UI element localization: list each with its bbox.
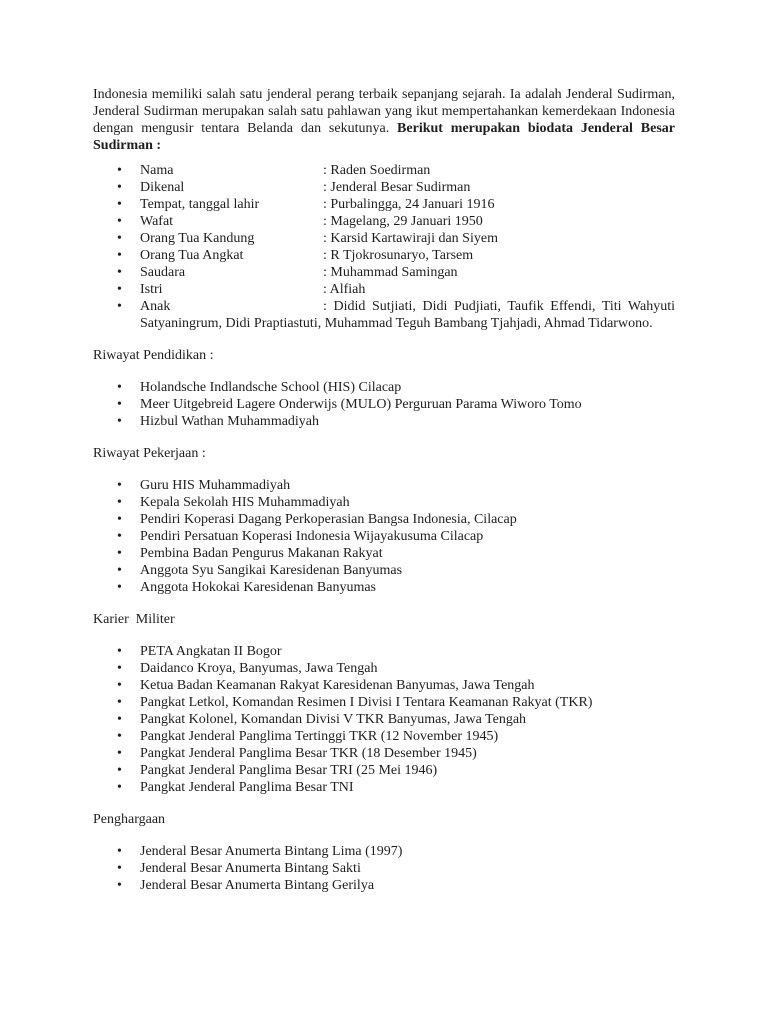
list-item: • Daidanco Kroya, Banyumas, Jawa Tengah (140, 660, 675, 677)
awards-list (93, 843, 675, 894)
list-item: • Pangkat Jenderal Panglima Tertinggi TKR (12 November 1945) (140, 728, 675, 745)
section-heading-work: Riwayat Pekerjaan : (93, 446, 206, 461)
biodata-value: : Alfiah (323, 282, 366, 297)
biodata-label: Orang Tua Kandung (140, 231, 255, 246)
list-item: • Anggota Syu Sangikai Karesidenan Banyumas (140, 562, 675, 579)
work-list (93, 477, 675, 596)
biodata-label: Nama (140, 163, 174, 178)
biodata-value: : Karsid Kartawiraji dan Siyem (323, 231, 498, 246)
biodata-value: : Jenderal Besar Sudirman (323, 180, 471, 195)
biodata-value: : Raden Soedirman (323, 163, 431, 178)
section-heading-military: Karier Militer (93, 612, 175, 627)
biodata-row (140, 179, 675, 196)
biodata-value: : R Tjokrosunaryo, Tarsem (323, 248, 474, 263)
biodata-label: Wafat (140, 214, 174, 229)
list-item: • Hizbul Wathan Muhammadiyah (140, 413, 675, 430)
intro-paragraph (93, 86, 675, 154)
list-item: • PETA Angkatan II Bogor (140, 643, 675, 660)
biodata-value: : Muhammad Samingan (323, 265, 458, 280)
list-item: • Ketua Badan Keamanan Rakyat Karesidenan Banyumas, Jawa Tengah (140, 677, 675, 694)
biodata-label: Saudara (140, 265, 186, 280)
list-item: • Pangkat Jenderal Panglima Besar TNI (140, 779, 675, 796)
list-item: • Pendiri Koperasi Dagang Perkoperasian Bangsa Indonesia, Cilacap (140, 511, 675, 528)
list-item: • Guru HIS Muhammadiyah (140, 477, 675, 494)
biodata-label: Dikenal (140, 180, 185, 195)
biodata-label: Anak (140, 299, 171, 314)
biodata-row (140, 298, 675, 332)
biodata-row (140, 230, 675, 247)
education-list (93, 379, 675, 430)
list-item: • Pangkat Jenderal Panglima Besar TRI (25 Mei 1946) (140, 762, 675, 779)
biodata-label: Tempat, tanggal lahir (140, 197, 260, 212)
list-item: • Jenderal Besar Anumerta Bintang Lima (1997) (140, 843, 675, 860)
list-item: • Kepala Sekolah HIS Muhammadiyah (140, 494, 675, 511)
list-item: • Pangkat Letkol, Komandan Resimen I Divisi I Tentara Keamanan Rakyat (TKR) (140, 694, 675, 711)
biodata-label: Istri (140, 282, 163, 297)
biodata-row (140, 247, 675, 264)
intro-text-bold: Berikut merupakan biodata Jenderal Besar Sudirman : (93, 121, 675, 153)
list-item: • Jenderal Besar Anumerta Bintang Gerilya (140, 877, 675, 894)
biodata-row (140, 162, 675, 179)
list-item: • Pangkat Jenderal Panglima Besar TKR (18 Desember 1945) (140, 745, 675, 762)
biodata-value: : Didid Sutjiati, Didi Pudjiati, Taufik Effendi, Titi Wahyuti Satyaningrum, Didi Praptiastuti, Muhammad Teguh Bambang Tjahjadi, Ahmad Tidarwono. (140, 299, 675, 331)
list-item: • Pangkat Kolonel, Komandan Divisi V TKR Banyumas, Jawa Tengah (140, 711, 675, 728)
military-list (93, 643, 675, 796)
biodata-row (140, 281, 675, 298)
intro-text: Indonesia memiliki salah satu jenderal perang terbaik sepanjang sejarah. Ia adalah Jenderal Sudirman, Jenderal Sudirman merupakan salah satu pahlawan yang ikut mempertahankan kemerdekaan Indonesia dengan mengusir tentara Belanda dan sekutunya. (93, 87, 675, 136)
list-item: • Anggota Hokokai Karesidenan Banyumas (140, 579, 675, 596)
biodata-value: : Purbalingga, 24 Januari 1916 (323, 197, 495, 212)
biodata-row (140, 264, 675, 281)
list-item: • Holandsche Indlandsche School (HIS) Cilacap (140, 379, 675, 396)
biodata-label: Orang Tua Angkat (140, 248, 244, 263)
biodata-row (140, 196, 675, 213)
biodata-row (140, 213, 675, 230)
list-item: • Pendiri Persatuan Koperasi Indonesia Wijayakusuma Cilacap (140, 528, 675, 545)
section-heading-education: Riwayat Pendidikan : (93, 348, 214, 363)
biodata-value: : Magelang, 29 Januari 1950 (323, 214, 483, 229)
list-item: • Pembina Badan Pengurus Makanan Rakyat (140, 545, 675, 562)
biodata-list (93, 162, 675, 332)
section-heading-awards: Penghargaan (93, 812, 166, 827)
list-item: • Meer Uitgebreid Lagere Onderwijs (MULO) Perguruan Parama Wiworo Tomo (140, 396, 675, 413)
list-item: • Jenderal Besar Anumerta Bintang Sakti (140, 860, 675, 877)
